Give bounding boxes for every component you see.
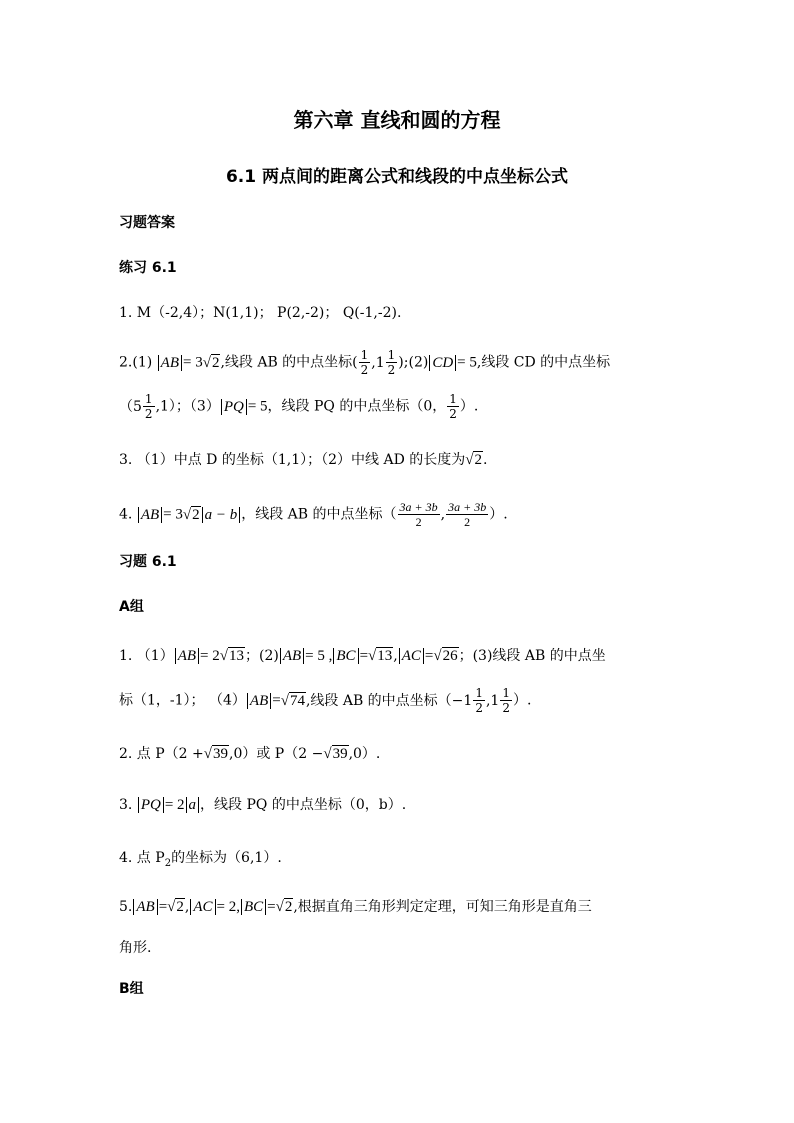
section-title: 6.1 两点间的距离公式和线段的中点坐标公式 <box>225 167 569 187</box>
practice-q4: 4. AB = 3√2 a − b ，线段 AB 的中点坐标（ $\frac{3a + 3b}{2}$ , $\frac{3a + 3b}{2}$ ）. <box>119 500 508 529</box>
practice-q2-line1: 2.(1) AB = 3√2,线段 AB 的中点坐标( $\frac{1}{2}$ ,1 1 2 );(2) CD = 5,线段 CD 的中点坐标 <box>119 348 611 377</box>
sqrt-expression: √2 <box>167 899 184 915</box>
group-a-heading: A组 <box>119 599 144 615</box>
practice-q1: 1. M（-2,4）；N(1,1)； P(2,-2)； Q(-1,-2). <box>119 305 402 321</box>
group-a-q1-line1: 1. （1） AB = 2√13；(2) AB = 5 , BC =√13, AC =√26；(3)线段 AB 的中点坐 <box>119 648 606 664</box>
fraction: $\frac{1}{2}$ <box>449 392 457 421</box>
group-a-q1-line2: 标（1，-1）； （4） AB =√74 ,线段 AB 的中点坐标（−1 1 2 ,1 1 2 ）. <box>119 686 532 715</box>
fraction: 1 2 <box>502 686 510 715</box>
sqrt-expression: √13 <box>368 648 393 664</box>
sqrt-expression: √74 <box>280 692 305 709</box>
sqrt-expression: √39 <box>323 746 348 762</box>
fraction: 1 2 <box>475 686 483 715</box>
sqrt-expression: √2 <box>465 452 482 468</box>
group-a-q3: 3. PQ = 2 a ，线段 PQ 的中点坐标（0，b）. <box>119 797 407 813</box>
chapter-title: 第六章 直线和圆的方程 <box>293 108 501 132</box>
fraction: $\frac{3a + 3b}{2}$ <box>399 500 438 529</box>
practice-heading: 练习 6.1 <box>119 260 177 276</box>
group-a-q2: 2. 点 P（2 +√39,0）或 P（2 −√39,0）. <box>119 746 381 762</box>
sqrt-expression: √13 <box>219 648 244 664</box>
fraction: 1 2 <box>387 348 396 377</box>
group-a-q5-line1: 5. AB =√2, AC = 2, BC =√2,根据直角三角形判定定理，可知三角形是直角三 <box>119 899 592 915</box>
answers-heading: 习题答案 <box>119 215 175 231</box>
sqrt-expression: √2 <box>182 506 200 523</box>
sqrt-expression: √39 <box>203 746 228 762</box>
practice-q3: 3. （1）中点 D 的坐标（1,1）；（2）中线 AD 的长度为√2. <box>119 452 488 468</box>
group-a-q4: 4. 点 $P_2$的坐标为（6,1）. <box>119 850 282 869</box>
practice-q2-line2: （5 1 2 ,1）；（3） PQ = 5，线段 PQ 的中点坐标（0， $\frac{1}{2}$ ）. <box>119 392 479 421</box>
fraction: $\frac{3a + 3b}{2}$ <box>448 500 487 529</box>
group-a-q5-line2: 角形. <box>119 940 152 956</box>
group-b-heading: B组 <box>119 981 144 997</box>
sqrt-expression: √2 <box>202 354 220 371</box>
fraction: $\frac{1}{2}$ <box>360 348 369 377</box>
sqrt-expression: √2 <box>275 899 293 915</box>
exercise-heading: 习题 6.1 <box>119 554 177 570</box>
sqrt-expression: √26 <box>433 648 458 664</box>
fraction: 1 2 <box>144 392 153 421</box>
